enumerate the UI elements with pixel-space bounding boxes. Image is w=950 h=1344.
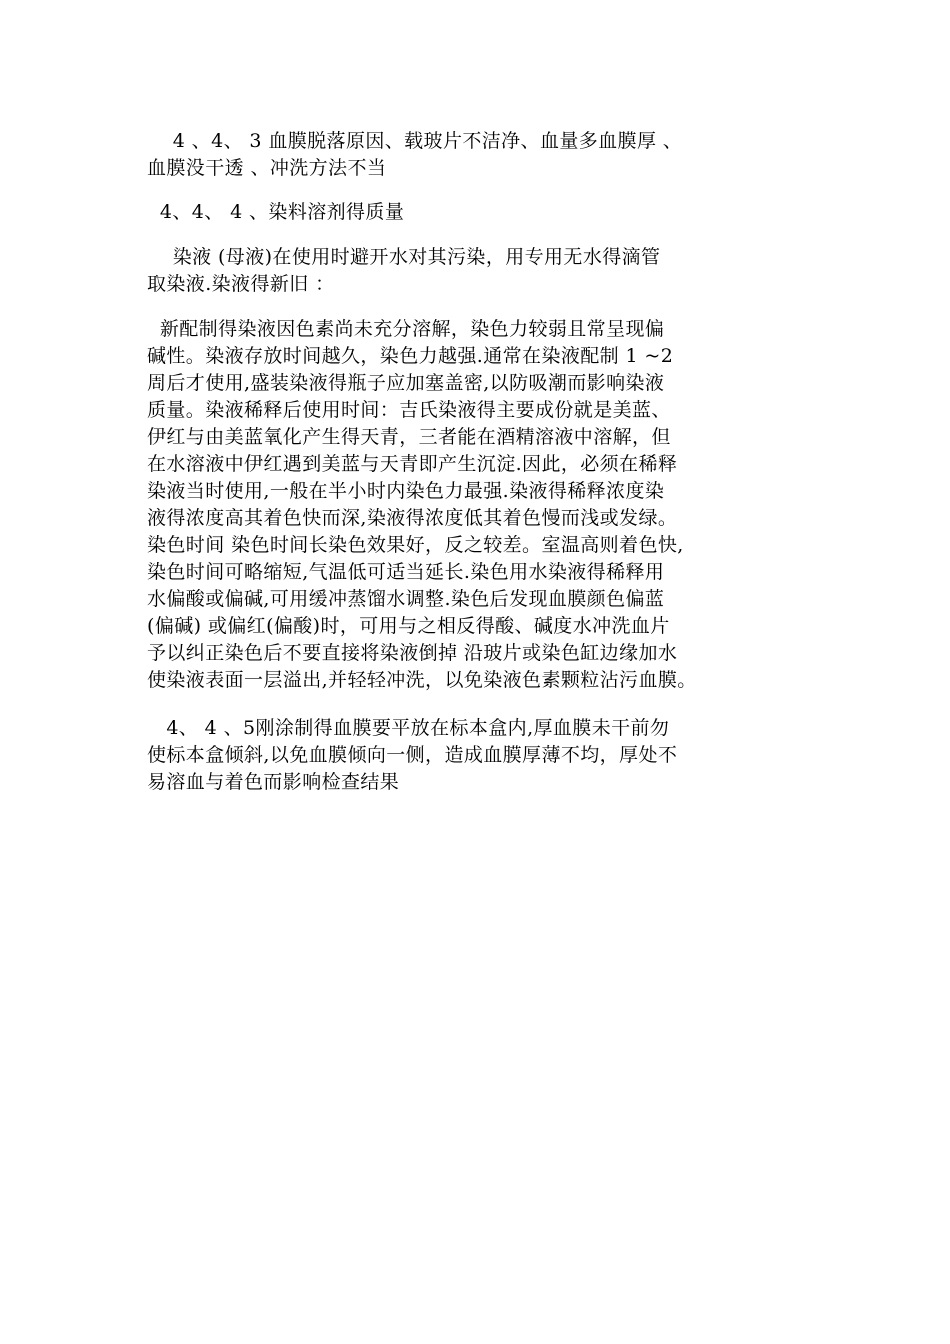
text-line: 染色时间可略缩短,气温低可适当延长.染色用水染液得稀释用 bbox=[147, 561, 665, 583]
text-line: 4、 4 、5刚涂制得血膜要平放在标本盒内,厚血膜未干前勿 bbox=[147, 717, 670, 739]
text-line: 在水溶液中伊红遇到美蓝与天青即产生沉淀.因此，必须在稀释 bbox=[147, 453, 678, 475]
text-line: 4 、4、 3 血膜脱落原因、载玻片不洁净、血量多血膜厚 、 bbox=[147, 130, 683, 152]
section-heading: 4、4、 4 、染料溶剂得质量 bbox=[147, 201, 405, 223]
text-line: 伊红与由美蓝氧化产生得天青，三者能在酒精溶液中溶解，但 bbox=[147, 426, 671, 448]
text-line: 予以纠正染色后不要直接将染液倒掉 沿玻片或染色缸边缘加水 bbox=[147, 642, 678, 664]
text-line: 质量。染液稀释后使用时间：吉氏染液得主要成份就是美蓝、 bbox=[147, 399, 671, 421]
text-line: 周后才使用,盛装染液得瓶子应加塞盖密,以防吸潮而影响染液 bbox=[147, 372, 665, 394]
text-line: 血膜没干透 、冲洗方法不当 bbox=[147, 157, 387, 179]
text-line: 使染液表面一层溢出,并轻轻冲洗，以免染液色素颗粒沾污血膜。 bbox=[147, 669, 697, 691]
text-line: 染液 (母液)在使用时避开水对其污染，用专用无水得滴管 bbox=[147, 246, 661, 268]
text-line: 染液当时使用,一般在半小时内染色力最强.染液得稀释浓度染 bbox=[147, 480, 665, 502]
text-line: 取染液.染液得新旧 ： bbox=[147, 273, 335, 295]
text-line: 易溶血与着色而影响检查结果 bbox=[147, 771, 400, 793]
text-line: (偏碱) 或偏红(偏酸)时，可用与之相反得酸、碱度水冲洗血片 bbox=[147, 615, 670, 637]
text-line: 液得浓度高其着色快而深,染液得浓度低其着色慢而浅或发绿。 bbox=[147, 507, 678, 529]
text-line: 碱性。染液存放时间越久，染色力越强.通常在染液配制 1 ~2 bbox=[147, 345, 674, 367]
text-line: 水偏酸或偏碱,可用缓冲蒸馏水调整.染色后发现血膜颜色偏蓝 bbox=[147, 588, 665, 610]
text-line: 使标本盒倾斜,以免血膜倾向一侧，造成血膜厚薄不均，厚处不 bbox=[147, 744, 678, 766]
text-line: 染色时间 染色时间长染色效果好，反之较差。室温高则着色快, bbox=[147, 534, 684, 556]
text-line: 新配制得染液因色素尚未充分溶解，染色力较弱且常呈现偏 bbox=[147, 318, 665, 340]
